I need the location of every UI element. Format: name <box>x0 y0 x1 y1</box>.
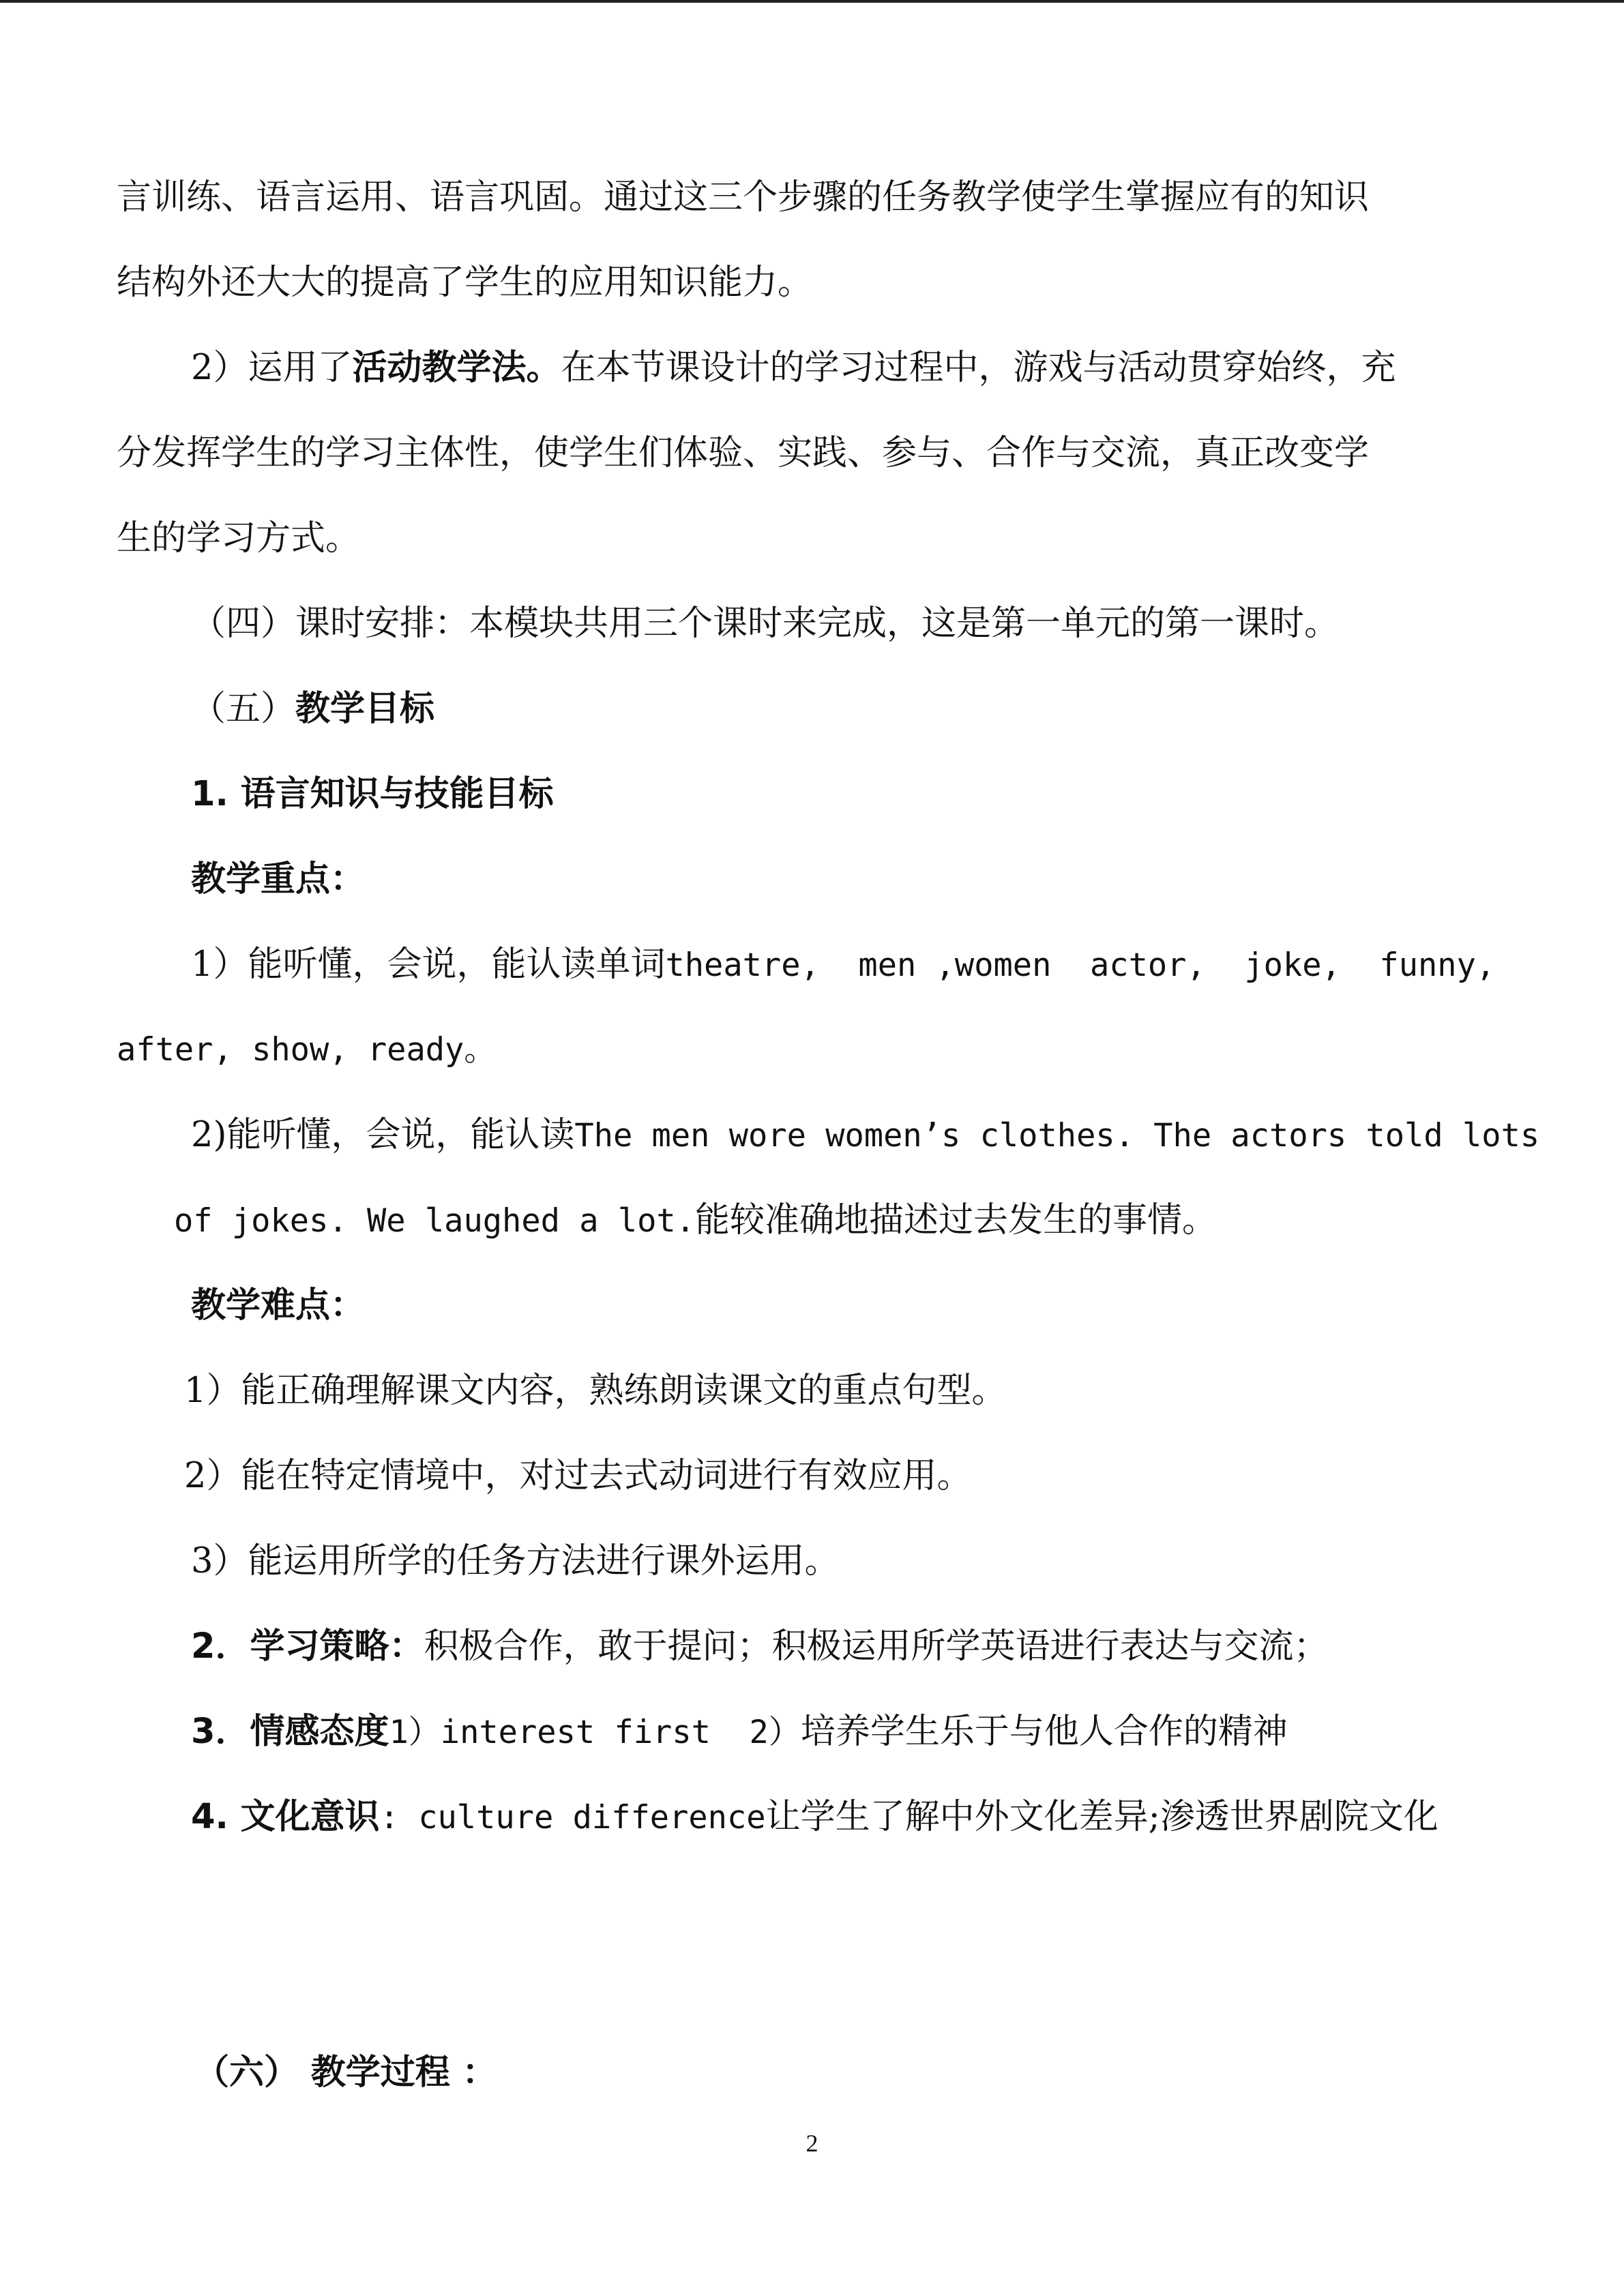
goal-3-label: 3．情感态度 <box>191 1712 389 1752</box>
difficulty-item-2: 2）能在特定情境中，对过去式动词进行有效应用。 <box>184 1456 972 1496</box>
goal-1-heading: 1. 语言知识与技能目标 <box>191 774 554 814</box>
key-point-2-sentence-1: The men wore women’s clothes. The actors told lots <box>574 1117 1540 1154</box>
key-point-2-sentence-2: of jokes. We laughed a lot. <box>174 1202 696 1240</box>
goal-2-strategy <box>191 1623 1329 1671</box>
paragraph-2-line-3: 生的学习方式。 <box>117 518 361 558</box>
goal-4-culture <box>191 1793 1438 1842</box>
section-4-schedule: （四）课时安排：本模块共用三个课时来完成，这是第一单元的第一课时。 <box>191 603 1340 644</box>
difficulty-item-1: 1）能正确理解课文内容，熟练朗读课文的重点句型。 <box>184 1371 1007 1411</box>
goal-3-attitude <box>191 1708 1288 1757</box>
section-5-prefix: （五） <box>191 689 296 729</box>
key-point-1-line-2: after, show, ready。 <box>117 1031 497 1069</box>
activity-method-bold: 活动教学法。 <box>352 348 561 388</box>
key-point-2-line-2 <box>174 1197 1217 1245</box>
goal-2-label: 2．学习策略： <box>191 1626 424 1667</box>
goal-3-text-1: 1）interest first 2） <box>389 1714 801 1751</box>
key-point-1-words: theatre, men ,women actor, joke, funny, <box>665 946 1496 984</box>
goal-4-label: 4. 文化意识 <box>191 1797 380 1837</box>
paragraph-1-line-1: 言训练、语言运用、语言巩固。通过这三个步骤的任务教学使学生掌握应有的知识 <box>117 177 1370 218</box>
section-6-heading: （六） 教学过程 ： <box>194 2053 497 2093</box>
difficulty-item-3: 3）能运用所学的任务方法进行课外运用。 <box>191 1541 840 1581</box>
paragraph-2-line-2: 分发挥学生的学习主体性，使学生们体验、实践、参与、合作与交流，真正改变学 <box>117 433 1370 473</box>
goal-4-text-2: 让学生了解中外文化差异;渗透世界剧院文化 <box>765 1797 1438 1837</box>
key-point-1-prefix: 1）能听懂，会说，能认读单词 <box>191 944 666 985</box>
paragraph-2-line-1 <box>191 344 1396 392</box>
page-top-border <box>0 0 1624 3</box>
section-5-title: 教学目标 <box>295 689 435 729</box>
paragraph-1-line-2: 结构外还大大的提高了学生的应用知识能力。 <box>117 263 813 303</box>
key-point-2-prefix: 2)能听懂，会说，能认读 <box>191 1115 575 1155</box>
goal-2-text: 积极合作，敢于提问；积极运用所学英语进行表达与交流； <box>424 1626 1329 1667</box>
goal-3-text-2: 培养学生乐于与他人合作的精神 <box>800 1712 1288 1752</box>
key-points-heading: 教学重点： <box>191 859 366 899</box>
key-point-1-line-1 <box>191 941 1495 989</box>
key-point-2-line-1 <box>191 1112 1539 1160</box>
key-point-2-suffix: 能较准确地描述过去发生的事情。 <box>695 1200 1217 1240</box>
goal-4-text-1: : culture difference <box>379 1799 766 1836</box>
page-number: 2 <box>806 2130 818 2157</box>
activity-method-rest: 在本节课设计的学习过程中，游戏与活动贯穿始终，充 <box>561 348 1396 388</box>
section-5-heading <box>191 685 434 733</box>
activity-method-prefix: 2）运用了 <box>191 348 353 388</box>
difficulties-heading: 教学难点： <box>191 1285 366 1326</box>
